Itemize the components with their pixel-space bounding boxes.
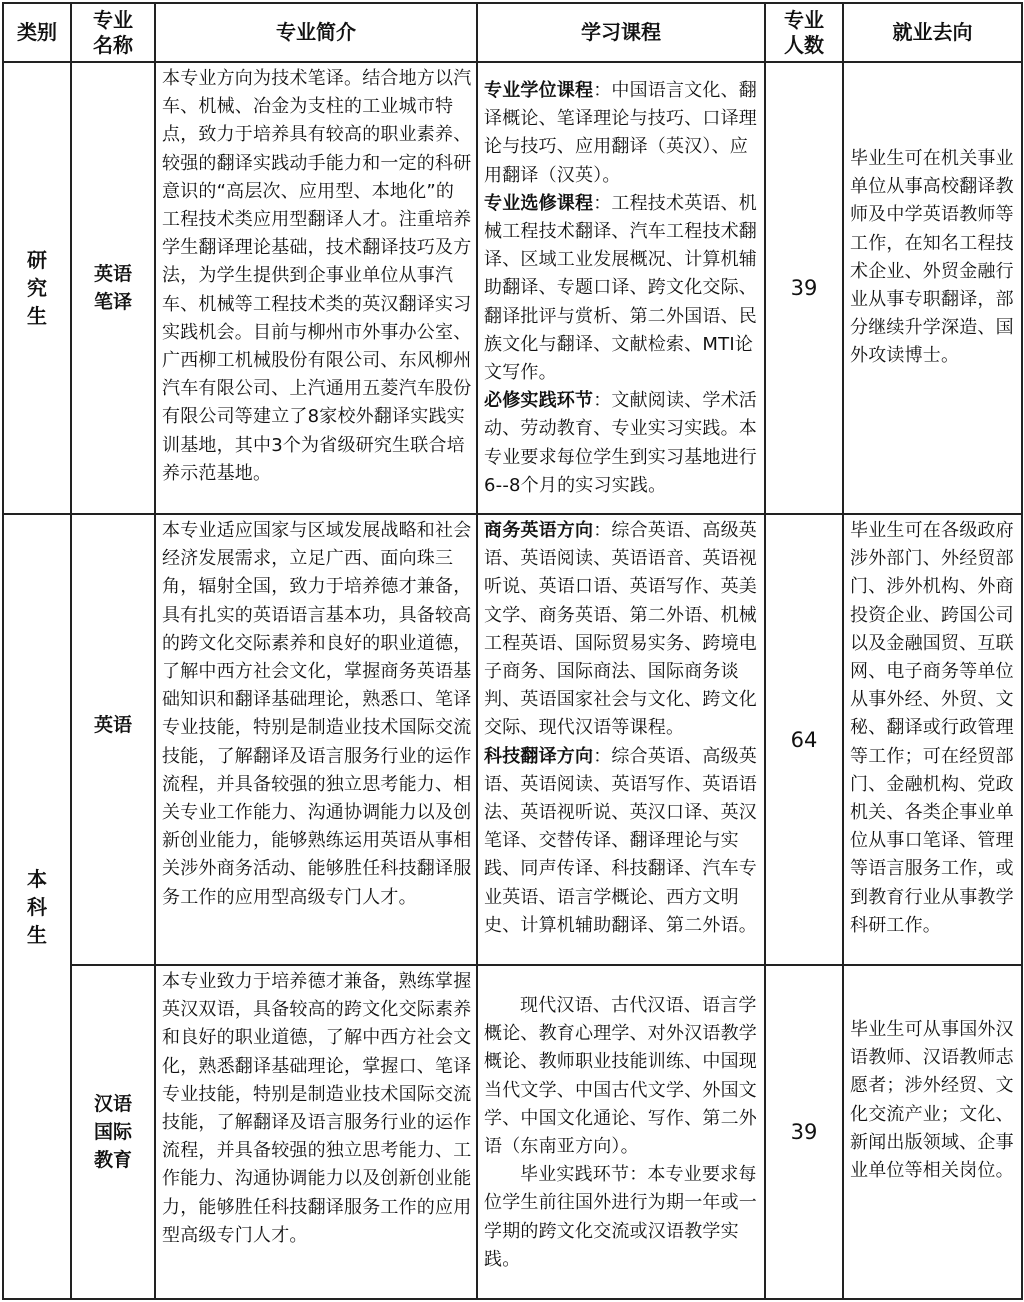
header-intro: 专业简介 xyxy=(155,3,477,62)
course-paragraph: 毕业实践环节：本专业要求每位学生前往国外进行为期一年或一学期的跨文化交流或汉语教学实践。 xyxy=(484,1164,757,1270)
course-block-title: 商务英语方向 xyxy=(484,520,594,541)
course-paragraph: 现代汉语、古代汉语、语言学概论、教育心理学、对外汉语教学概论、教师职业技能训练、中国现当代文学、中国古代文学、外国文学、中国文化通论、写作、第二外语（东南亚方向）。 xyxy=(484,995,757,1158)
majors-table xyxy=(2,2,1023,1300)
course-block-text: ：中国语言文化、翻译概论、笔译理论与技巧、口译理论与技巧、应用翻译（英汉）、应用翻译（汉英）。 xyxy=(484,80,758,186)
major-name-cell: 英语 xyxy=(71,514,155,965)
career-cell: 毕业生可在各级政府涉外部门、外经贸部门、涉外机构、外商投资企业、跨国公司以及金融国贸、互联网、电子商务等单位从事外经、外贸、文秘、翻译或行政管理等工作；可在经贸部门、金融机构、党政机关、各类企事业单位从事口笔译、管理等语言服务工作，或到教育行业从事教学科研工作。 xyxy=(843,514,1022,965)
header-category: 类别 xyxy=(3,3,71,62)
course-block-title: 科技翻译方向 xyxy=(484,745,594,767)
table-row xyxy=(3,965,1022,1299)
course-block xyxy=(484,387,760,500)
header-row xyxy=(3,3,1022,62)
major-intro-cell: 本专业方向为技术笔译。结合地方以汽车、机械、冶金为支柱的工业城市特点，致力于培养具有较高的职业素养、较强的翻译实践动手能力和一定的科研意识的“高层次、应用型、本地化”的工程技术类应用型翻译人才。注重培养学生翻译理论基础，技术翻译技巧及方法，为学生提供到企事业单位从事汽车、机械等工程技术类的英汉翻译实习实践机会。目前与柳州市外事办公室、广西柳工机械股份有限公司、东风柳州汽车有限公司、上汽通用五菱汽车股份有限公司等建立了8家校外翻译实践实训基地，其中3个为省级研究生联合培养示范基地。 xyxy=(155,62,477,514)
course-block xyxy=(484,743,760,940)
course-block-text: ：综合英语、高级英语、英语阅读、英语写作、英语语法、英语视听说、英汉口译、英汉笔译、交替传译、翻译理论与实践、同声传译、科技翻译、汽车专业英语、语言学概论、西方文明史、计算机辅助翻译、第二外语。 xyxy=(484,745,758,936)
course-block-text: ：工程技术英语、机械工程技术翻译、汽车工程技术翻译、区域工业发展概况、计算机辅助翻译、专题口译、跨文化交际、翻译批评与赏析、第二外国语、民族文化与翻译、文献检索、MTI论文写作。 xyxy=(484,192,758,384)
major-name-cell: 汉语国际教育 xyxy=(71,965,155,1299)
student-count-cell: 39 xyxy=(765,965,843,1299)
career-cell: 毕业生可在机关事业单位从事高校翻译教师及中学英语教师等工作，在知名工程技术企业、外贸金融行业从事专职翻译，部分继续升学深造、国外攻读博士。 xyxy=(843,62,1022,514)
course-block-title: 必修实践环节 xyxy=(484,390,594,412)
header-career: 就业去向 xyxy=(843,3,1022,62)
career-cell: 毕业生可从事国外汉语教师、汉语教师志愿者；涉外经贸、文化交流产业；文化、新闻出版领域、企事业单位等相关岗位。 xyxy=(843,965,1022,1299)
course-block-text: ：综合英语、高级英语、英语阅读、英语语音、英语视听说、英语口语、英语写作、英美文学、商务英语、第二外语、机械工程英语、国际贸易实务、跨境电子商务、国际商法、国际商务谈判、英语国家社会与文化、跨文化交际、现代汉语等课程。 xyxy=(484,520,758,739)
course-block-title: 专业选修课程 xyxy=(484,192,594,214)
major-name-cell: 英语笔译 xyxy=(71,62,155,514)
header-major-name: 专业名称 xyxy=(71,3,155,62)
course-block xyxy=(484,517,760,743)
table-row xyxy=(3,514,1022,965)
course-block xyxy=(484,77,760,190)
course-block xyxy=(484,190,760,387)
course-block-text: ：文献阅读、学术活动、劳动教育、专业实习实践。本专业要求每位学生到实习基地进行6--8个月的实习实践。 xyxy=(484,390,758,496)
courses-cell xyxy=(477,514,765,965)
student-count-cell: 64 xyxy=(765,514,843,965)
major-intro-cell: 本专业致力于培养德才兼备，熟练掌握英汉双语，具备较高的跨文化交际素养和良好的职业道德，了解中西方社会文化，熟悉翻译基础理论，掌握口、笔译专业技能，特别是制造业技术国际交流技能，了解翻译及语言服务行业的运作流程，并具备较强的独立思考能力、工作能力、沟通协调能力以及创新创业能力，能够胜任科技翻译服务工作的应用型高级专门人才。 xyxy=(155,965,477,1299)
header-count: 专业人数 xyxy=(765,3,843,62)
course-block-title: 专业学位课程 xyxy=(484,80,594,101)
category-cell: 研究生 xyxy=(3,62,71,514)
category-cell: 本科生 xyxy=(3,514,71,1299)
courses-cell xyxy=(477,62,765,514)
major-intro-cell: 本专业适应国家与区域发展战略和社会经济发展需求，立足广西、面向珠三角，辐射全国，致力于培养德才兼备，具有扎实的英语语言基本功，具备较高的跨文化交际素养和良好的职业道德，了解中西方社会文化，掌握商务英语基础知识和翻译基础理论，熟悉口、笔译专业技能，特别是制造业技术国际交流技能，了解翻译及语言服务行业的运作流程，并具备较强的独立思考能力、相关专业工作能力、沟通协调能力以及创新创业能力，能够熟练运用英语从事相关涉外商务活动、能够胜任科技翻译服务工作的应用型高级专门人才。 xyxy=(155,514,477,965)
header-courses: 学习课程 xyxy=(477,3,765,62)
table-row xyxy=(3,62,1022,514)
courses-cell xyxy=(477,965,765,1299)
student-count-cell: 39 xyxy=(765,62,843,514)
